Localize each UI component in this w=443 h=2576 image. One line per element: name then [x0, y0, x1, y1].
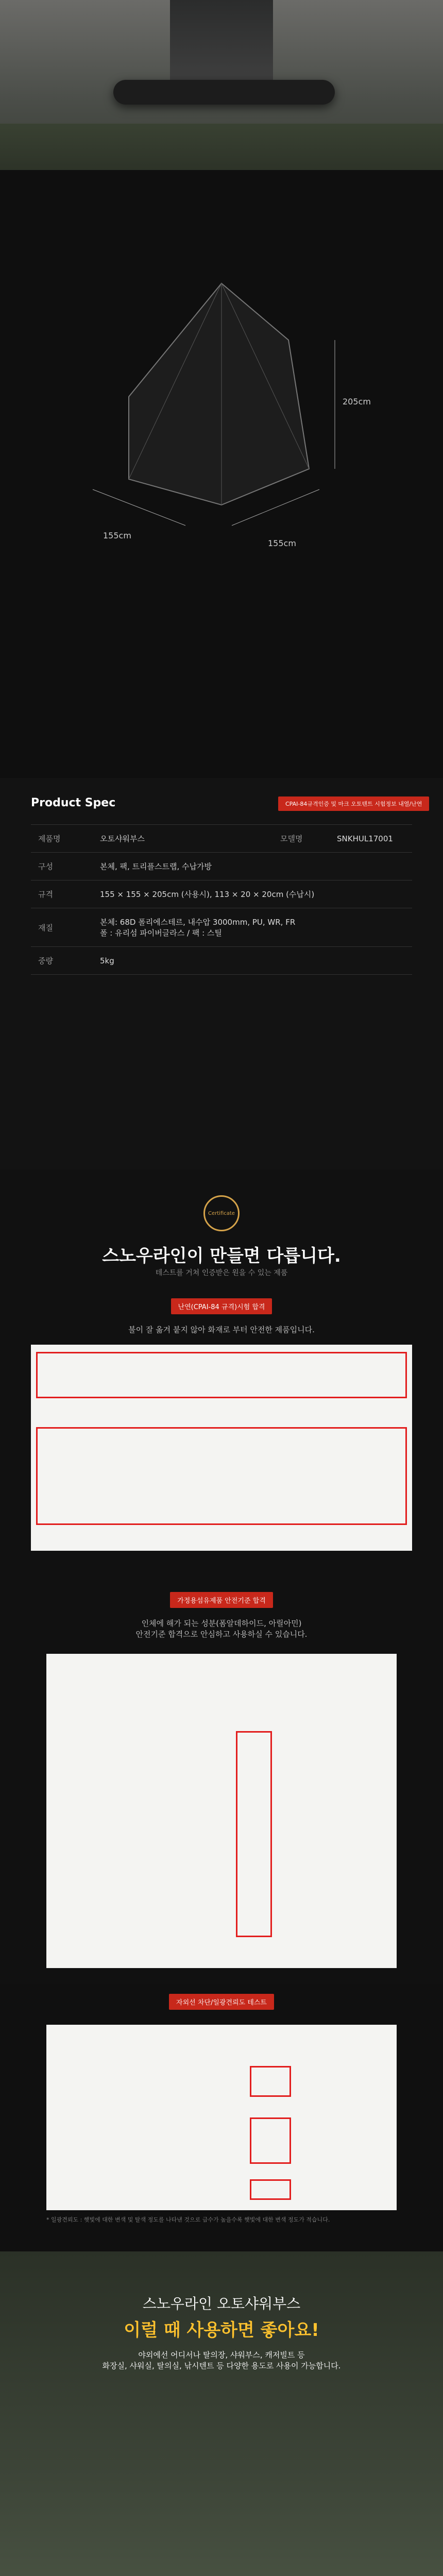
uses-desc: 야외에선 어디서나 탈의장, 샤워부스, 캐저빌트 등 화장실, 샤워실, 탈의실, 낚시텐트 등 다양한 용도로 사용이 가능합니다.	[102, 2350, 341, 2370]
uv-test-section	[0, 1984, 443, 2576]
spec-title: Product Spec	[31, 796, 116, 809]
height-label: 205cm	[343, 397, 371, 406]
table-row: 재질 본체: 68D 폴리에스테르, 내수압 3000mm, PU, WR, FR 폴 : 유리섬 파이버글라스 / 팩 : 스틸	[31, 908, 412, 947]
uv-note: * 일광견뢰도 : 햇빛에 대한 변색 및 탈색 정도를 나타낸 것으로 급수가 높을수록 햇빛에 대한 변색 정도가 적습니다.	[46, 2216, 330, 2223]
cert-sub: 테스트를 거쳐 인증받은 원을 수 있는 제품	[155, 1269, 288, 1277]
safety-test-report	[46, 1654, 397, 1968]
table-row: 규격 155 × 155 × 205cm (사용시), 113 × 20 × 20cm (수납시)	[31, 880, 412, 908]
table-row: 구성 본체, 팩, 트리플스트랩, 수납가방	[31, 853, 412, 880]
table-row: 중량 5kg	[31, 947, 412, 975]
width-label: 155cm	[268, 538, 296, 548]
highlight-box	[250, 2179, 291, 2200]
test2-sub: 인체에 해가 되는 성분(폼알데하이드, 아릴아민) 안전기준 합격으로 안심하고 사용하실 수 있습니다.	[135, 1619, 308, 1639]
spec-section	[0, 778, 443, 1170]
certificate-section	[0, 1170, 443, 1984]
depth-label: 155cm	[103, 531, 131, 540]
grass	[0, 124, 443, 170]
certificate-badge-icon: Certificate	[203, 1195, 240, 1231]
hero-photo	[0, 0, 443, 170]
spec-table	[31, 824, 412, 975]
dimension-section	[0, 170, 443, 778]
test1-sub: 불이 잘 옮겨 붙지 않아 화재로 부터 안전한 제품입니다.	[128, 1325, 315, 1334]
highlight-box	[236, 1731, 272, 1937]
uses-line2: 이럴 때 사용하면 좋아요!	[124, 2320, 319, 2341]
uv-title: 자외선 차단/일광견뢰도 테스트	[169, 1994, 274, 2010]
fire-test-report	[31, 1345, 412, 1551]
tent-dimension-drawing	[0, 170, 443, 778]
cert-headline: 스노우라인이 만들면 다릅니다.	[102, 1246, 341, 1266]
carry-bag	[113, 80, 335, 105]
uses-line1: 스노우라인 오토샤워부스	[142, 2295, 301, 2312]
cert-badge: CPAI-84규격인증 및 마크 오토텐트 시험정보 내열/난연	[278, 796, 429, 811]
test2-title: 가정용섬유제품 안전기준 합격	[170, 1592, 273, 1608]
uv-test-report	[46, 2025, 397, 2210]
highlight-box	[250, 2066, 291, 2097]
table-row: 제품명 오토샤워부스 모델명 SNKHUL17001	[31, 825, 412, 853]
highlight-box	[250, 2117, 291, 2164]
test1-title: 난연(CPAI-84 규격)시험 합격	[171, 1298, 272, 1314]
highlight-box	[36, 1352, 407, 1398]
highlight-box	[36, 1427, 407, 1525]
